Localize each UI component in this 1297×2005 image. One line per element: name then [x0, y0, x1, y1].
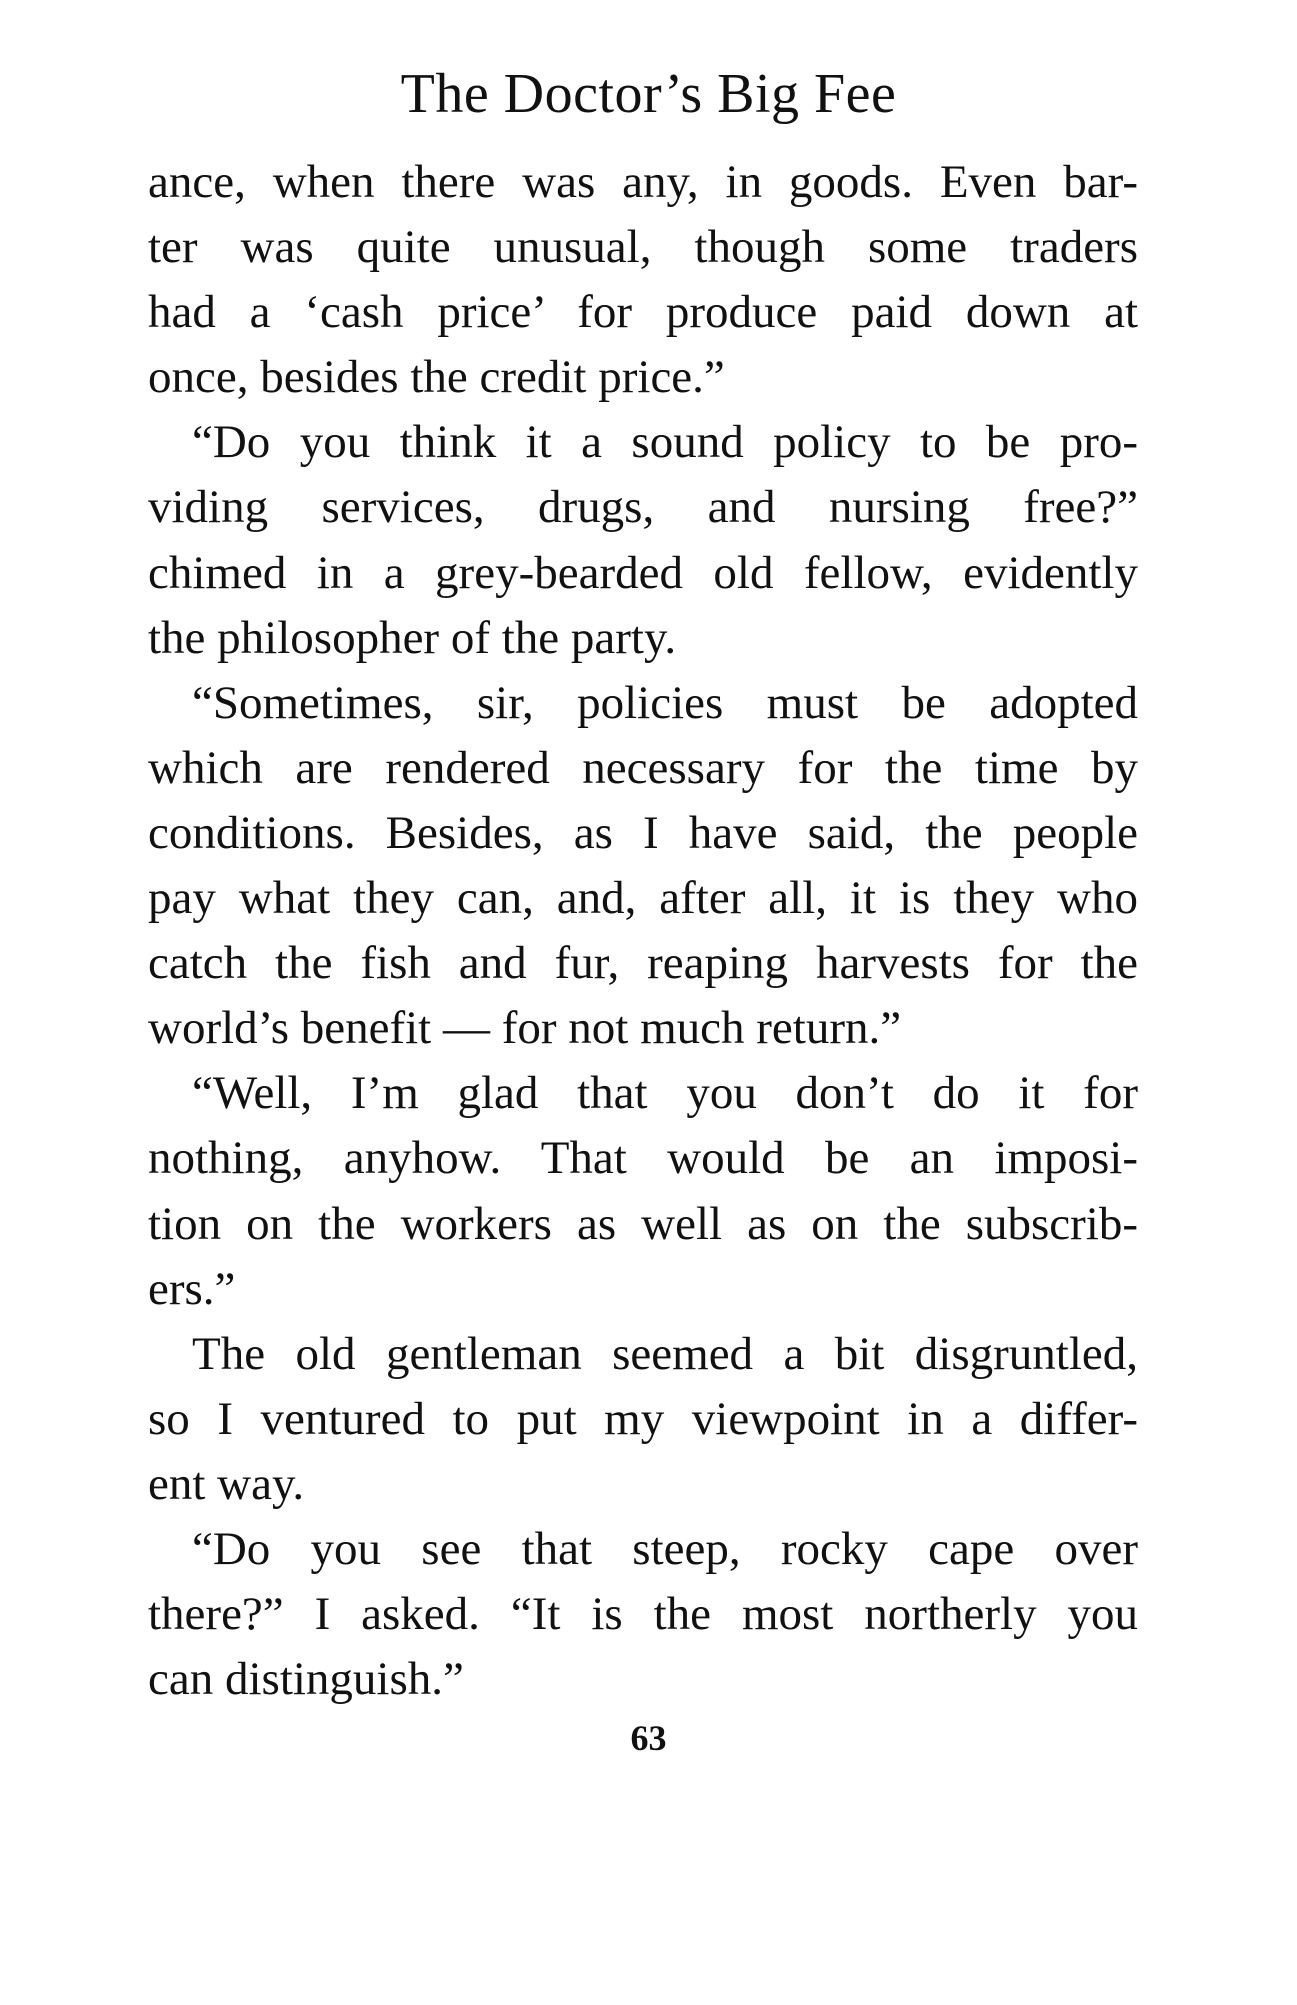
text-line: world’s benefit — for not much return.”: [148, 1002, 902, 1055]
text-line: so I ventured to put my viewpoint in a differ-: [148, 1392, 1138, 1445]
text-line: ent way.: [148, 1457, 305, 1510]
text-line: can distinguish.”: [148, 1653, 464, 1706]
text-line: “Do you think it a sound policy to be pro-: [192, 416, 1138, 469]
text-line: viding services, drugs, and nursing free?”: [148, 481, 1138, 534]
text-line: the philosopher of the party.: [148, 611, 677, 664]
text-line: ers.”: [148, 1262, 236, 1315]
text-line: once, besides the credit price.”: [148, 351, 725, 404]
text-line: “Do you see that steep, rocky cape over: [192, 1522, 1138, 1575]
running-head: The Doctor’s Big Fee: [400, 63, 897, 125]
text-line: conditions. Besides, as I have said, the people: [148, 806, 1138, 859]
page-number: 63: [630, 1718, 667, 1758]
text-line: ter was quite unusual, though some traders: [148, 221, 1138, 274]
text-line: catch the fish and fur, reaping harvests for the: [148, 937, 1138, 990]
text-line: there?” I asked. “It is the most northerly you: [148, 1588, 1138, 1641]
text-line: nothing, anyhow. That would be an imposi-: [148, 1132, 1138, 1185]
text-line: which are rendered necessary for the time by: [148, 741, 1138, 794]
text-line: tion on the workers as well as on the subscrib-: [148, 1197, 1138, 1250]
text-line: chimed in a grey-bearded old fellow, evidently: [148, 546, 1138, 599]
text-line: The old gentleman seemed a bit disgruntled,: [192, 1327, 1138, 1380]
text-line: had a ‘cash price’ for produce paid down at: [148, 286, 1138, 339]
text-line: “Well, I’m glad that you don’t do it for: [192, 1067, 1138, 1120]
text-line: ance, when there was any, in goods. Even bar-: [148, 156, 1138, 208]
body-text: [148, 150, 1138, 1712]
text-line: pay what they can, and, after all, it is they who: [148, 872, 1138, 925]
text-line: “Sometimes, sir, policies must be adopted: [192, 676, 1138, 729]
